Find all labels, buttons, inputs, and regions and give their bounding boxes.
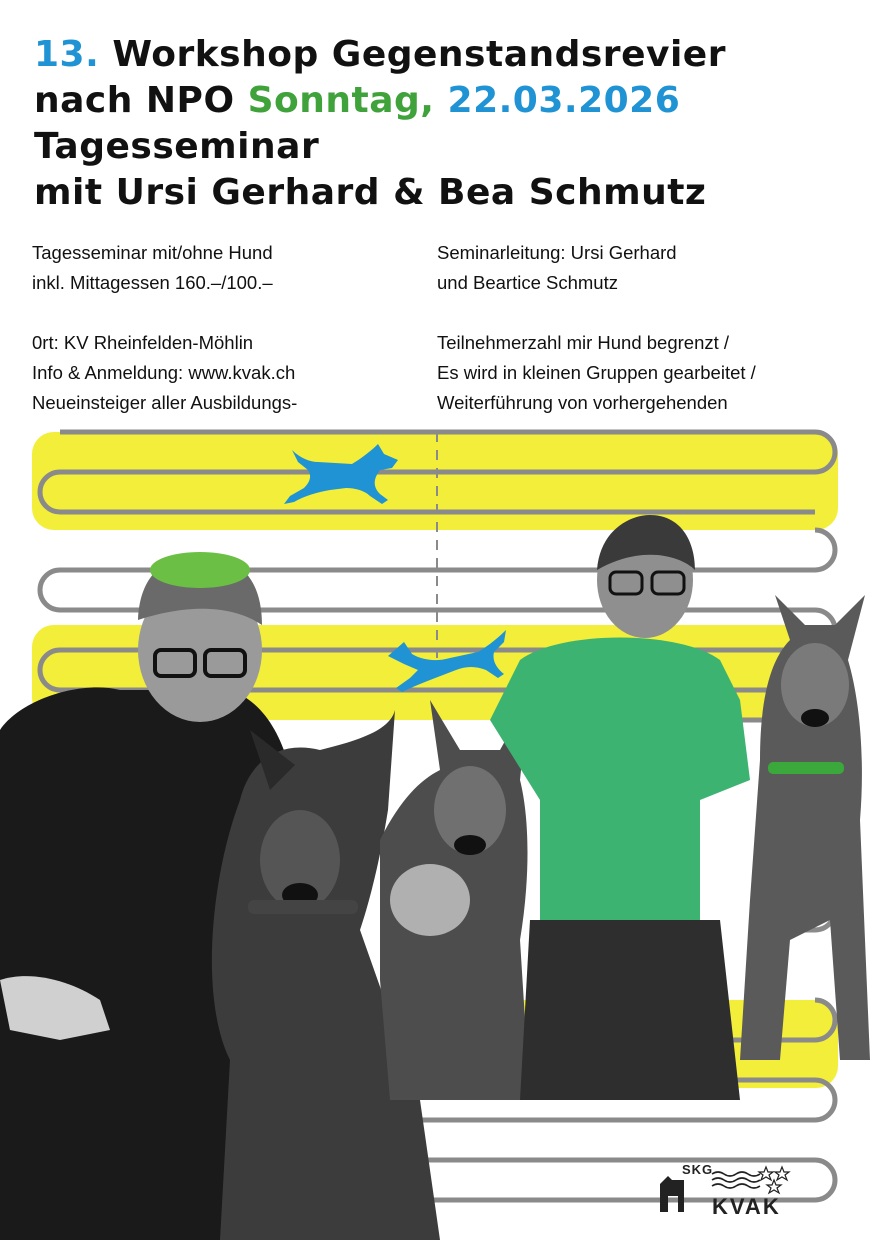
seminar-location: 0rt: KV Rheinfelden-Möhlin bbox=[32, 332, 254, 353]
kvak-logo bbox=[656, 1162, 806, 1222]
seminar-price: inkl. Mittagessen 160.–/100.– bbox=[32, 272, 273, 293]
seminar-type: Tagesseminar mit/ohne Hund bbox=[32, 242, 273, 263]
info-left-column bbox=[32, 238, 297, 418]
workshop-name: Workshop Gegenstandsrevier bbox=[112, 34, 726, 75]
logo-skg-text: SKG bbox=[682, 1162, 714, 1177]
seminar-lead: Seminarleitung: Ursi Gerhard bbox=[437, 242, 677, 263]
title-prefix: nach NPO bbox=[34, 80, 235, 121]
workshop-number: 13. bbox=[34, 34, 100, 75]
poster-title bbox=[34, 32, 854, 216]
dog-right bbox=[740, 595, 870, 1060]
seminar-lead-2: und Beartice Schmutz bbox=[437, 272, 618, 293]
title-line-3: Tagesseminar bbox=[34, 126, 320, 167]
logo-kvak-text: KVAK bbox=[712, 1194, 781, 1219]
participant-limit: Teilnehmerzahl mir Hund begrenzt / bbox=[437, 332, 730, 353]
event-date: 22.03.2026 bbox=[447, 80, 681, 121]
info-right-column bbox=[437, 238, 756, 418]
group-info: Es wird in kleinen Gruppen gearbeitet / bbox=[437, 362, 756, 383]
dog-middle bbox=[380, 700, 530, 1100]
continuation-info: Weiterführung von vorhergehenden bbox=[437, 392, 728, 413]
audience-info: Neueinsteiger aller Ausbildungs- bbox=[32, 392, 298, 413]
trainers-with-dogs-illustration bbox=[0, 500, 874, 1240]
event-day: Sonntag, bbox=[247, 80, 435, 121]
title-line-2 bbox=[34, 78, 854, 124]
title-line-4: mit Ursi Gerhard & Bea Schmutz bbox=[34, 172, 707, 213]
title-line-1 bbox=[34, 32, 854, 78]
trainer-right bbox=[490, 515, 750, 1100]
registration-info: Info & Anmeldung: www.kvak.ch bbox=[32, 362, 296, 383]
